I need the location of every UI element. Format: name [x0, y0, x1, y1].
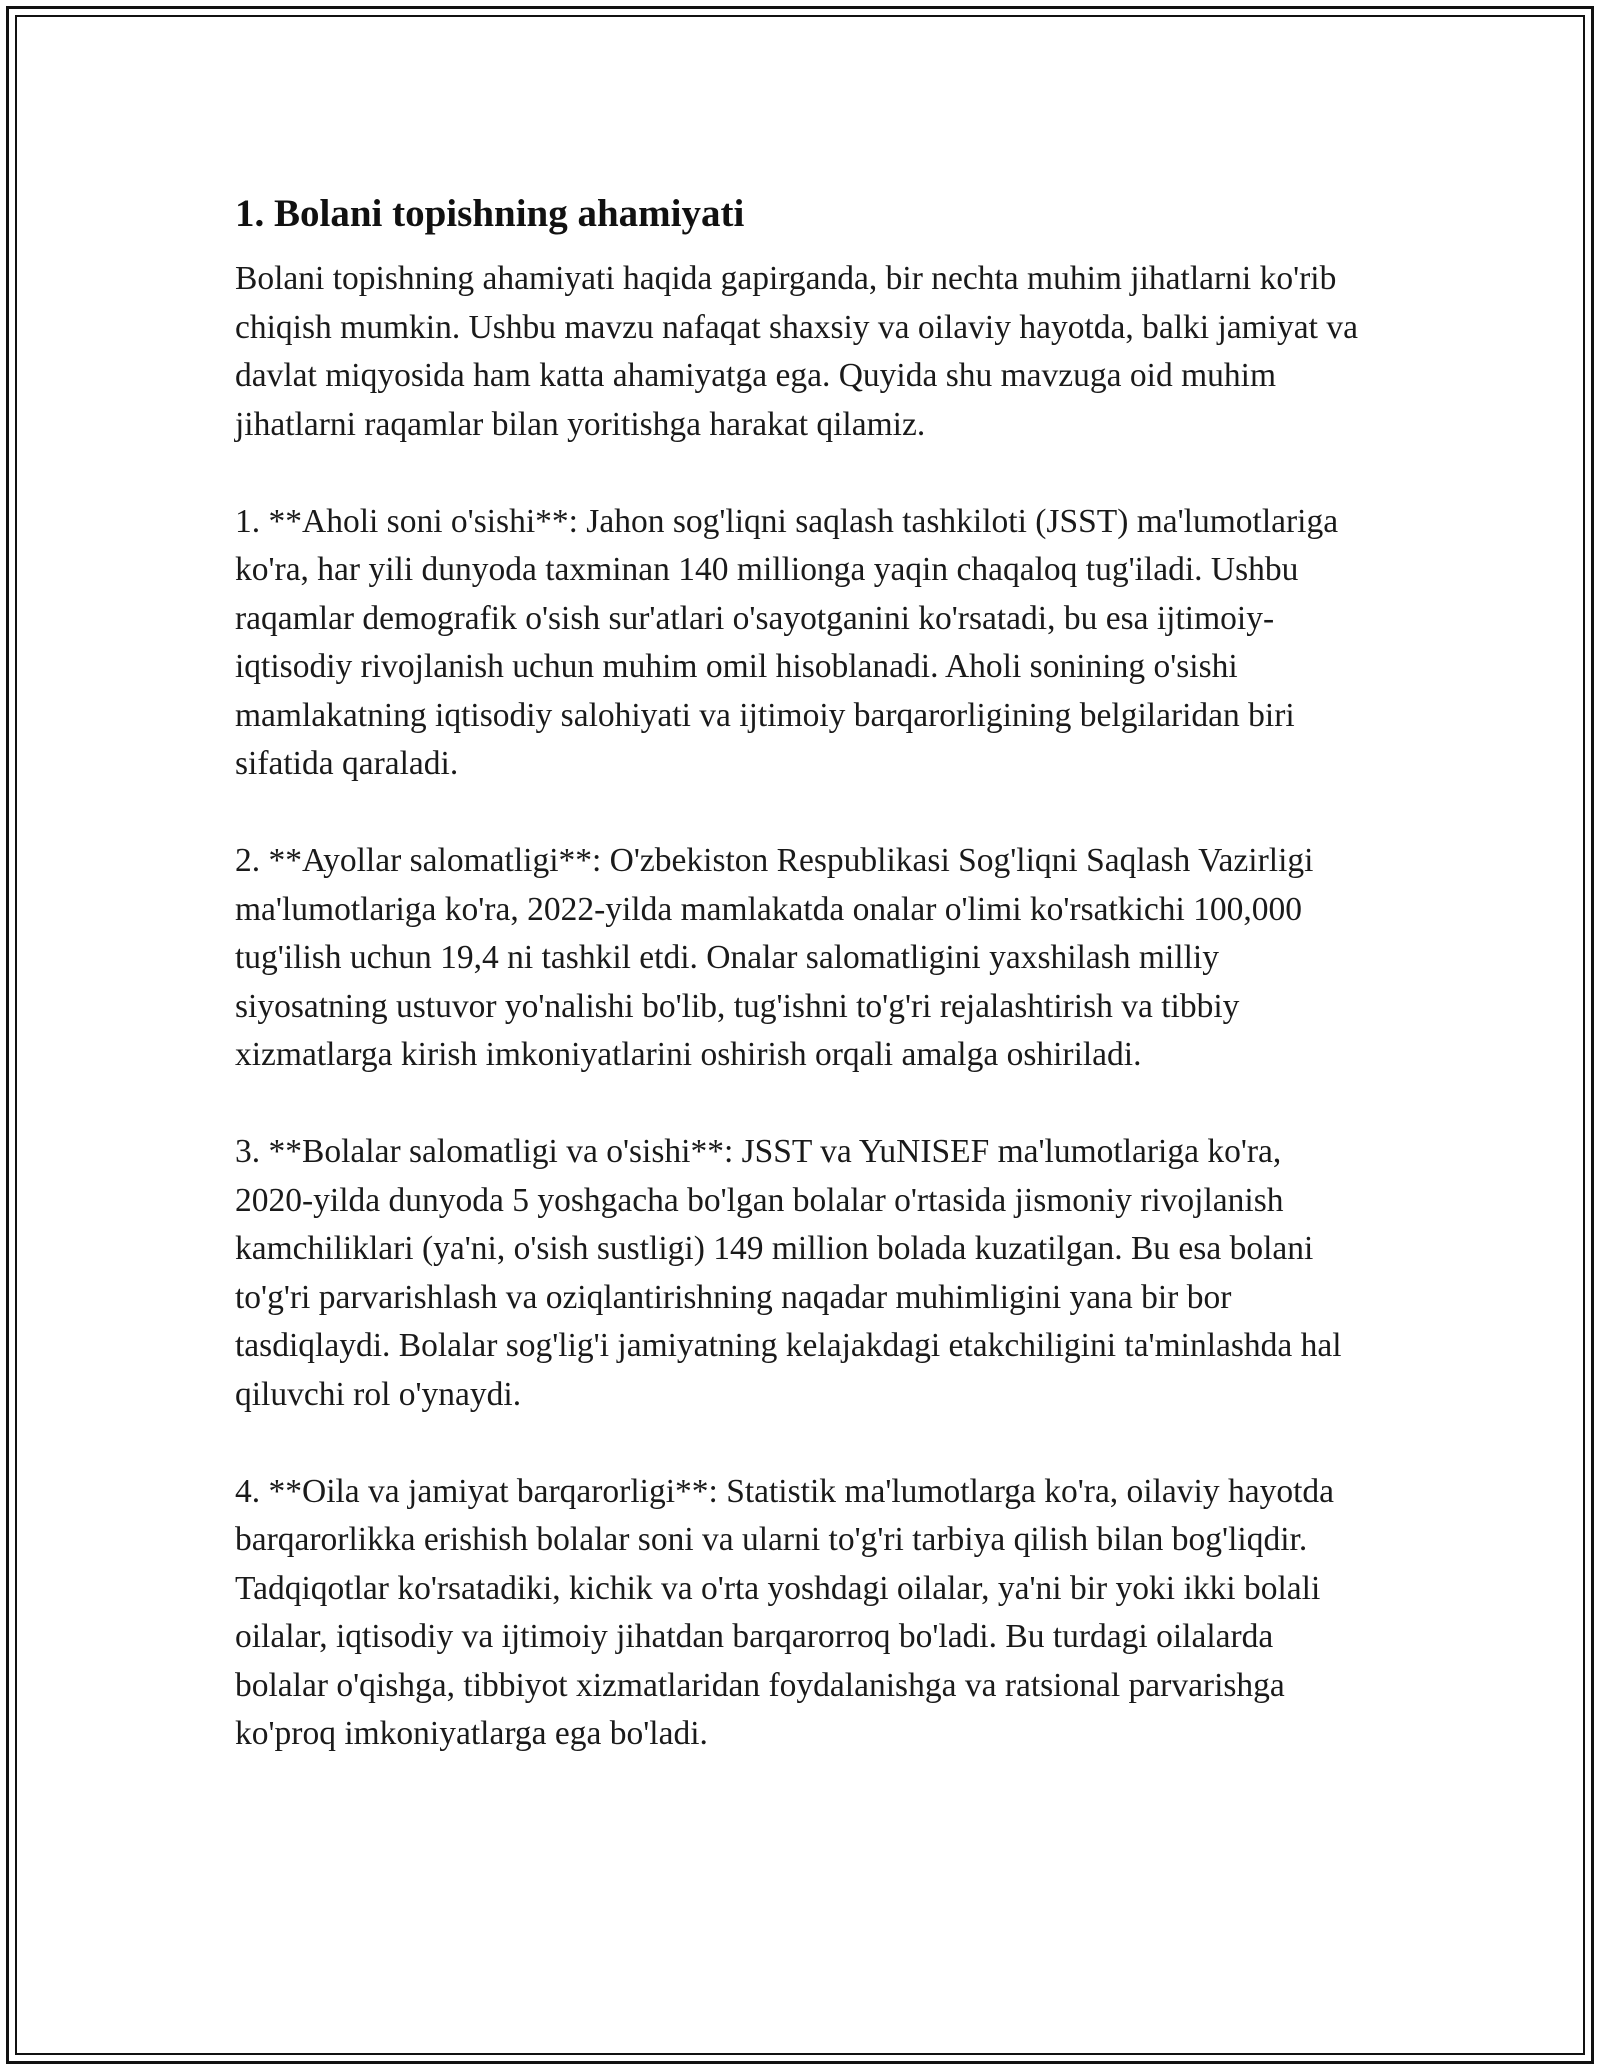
point-1-paragraph: 1. **Aholi soni o'sishi**: Jahon sog'liqni saqlash tashkiloti (JSST) ma'lumotlariga ko'ra, har yili dunyoda taxminan 140 millionga yaqin chaqaloq tug'iladi. Ushbu raqamlar demografik o'sish sur'atlari o'sayotganini ko'rsatadi, bu esa ijtimoiy-iqtisodiy rivojlanish uchun muhim omil hisoblanadi. Aholi sonining o'sishi mamlakatning iqtisodiy salohiyati va ijtimoiy barqarorligining belgilaridan biri sifatida qaraladi.	[235, 502, 1339, 782]
section-heading: 1. Bolani topishning ahamiyati	[235, 192, 745, 235]
point-3-paragraph: 3. **Bolalar salomatligi va o'sishi**: JSST va YuNISEF ma'lumotlariga ko'ra, 2020-yilda dunyoda 5 yoshgacha bo'lgan bolalar o'rtasida jismoniy rivojlanish kamchiliklari (ya'ni, o'sish sustligi) 149 million bolada kuzatilgan. Bu esa bolani to'g'ri parvarishlash va oziqlantirishning naqadar muhimligini yana bir bor tasdiqlaydi. Bolalar sog'lig'i jamiyatning kelajakdagi etakchiligini ta'minlashda hal qiluvchi rol o'ynaydi.	[235, 1133, 1342, 1413]
document-body	[235, 185, 1365, 1807]
point-2-paragraph: 2. **Ayollar salomatligi**: O'zbekiston Respublikasi Sog'liqni Saqlash Vazirligi ma'lumotlariga ko'ra, 2022-yilda mamlakatda onalar o'limi ko'rsatkichi 100,000 tug'ilish uchun 19,4 ni tashkil etdi. Onalar salomatligini yaxshilash milliy siyosatning ustuvor yo'nalishi bo'lib, tug'ishni to'g'ri rejalashtirish va tibbiy xizmatlarga kirish imkoniyatlarini oshirish orqali amalga oshiriladi.	[235, 842, 1314, 1073]
point-4-paragraph: 4. **Oila va jamiyat barqarorligi**: Statistik ma'lumotlarga ko'ra, oilaviy hayotda barqarorlikka erishish bolalar soni va ularni to'g'ri tarbiya qilish bilan bog'liqdir. Tadqiqotlar ko'rsatadiki, kichik va o'rta yoshdagi oilalar, ya'ni bir yoki ikki bolali oilalar, iqtisodiy va ijtimoiy jihatdan barqarorroq bo'ladi. Bu turdagi oilalarda bolalar o'qishga, tibbiyot xizmatlaridan foydalanishga va ratsional parvarishga ko'proq imkoniyatlarga ega bo'ladi.	[235, 1472, 1335, 1752]
intro-paragraph: Bolani topishning ahamiyati haqida gapirganda, bir nechta muhim jihatlarni ko'rib chiqish mumkin. Ushbu mavzu nafaqat shaxsiy va oilaviy hayotda, balki jamiyat va davlat miqyosida ham katta ahamiyatga ega. Quyida shu mavzuga oid muhim jihatlarni raqamlar bilan yoritishga harakat qilamiz.	[235, 260, 1358, 443]
